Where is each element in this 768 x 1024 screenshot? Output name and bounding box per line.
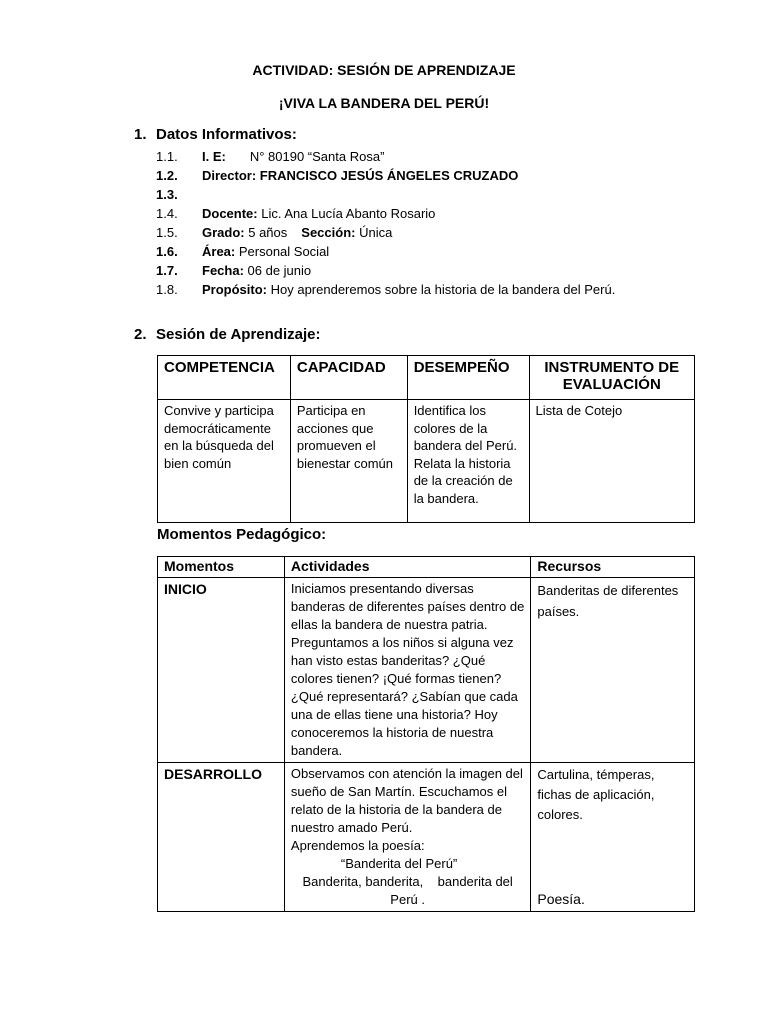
row-label: Fecha:	[202, 263, 244, 278]
header-capacidad: CAPACIDAD	[290, 356, 407, 400]
row-value: N° 80190 “Santa Rosa”	[249, 149, 385, 164]
row-label: Grado:	[202, 225, 245, 240]
row-value-seccion: Única	[355, 225, 393, 240]
row-number: 1.4.	[156, 206, 178, 221]
resources-poesia: Poesía.	[537, 891, 585, 907]
header-competencia: COMPETENCIA	[158, 356, 291, 400]
cell-desempeno: Identifica los colores de la bandera del Perú. Relata la historia de la creación de la bandera.	[407, 400, 529, 523]
table-row	[158, 400, 695, 523]
info-row-ie	[156, 148, 384, 166]
resources-text: Cartulina, témperas, fichas de aplicación, colores.	[537, 767, 655, 822]
info-row-docente	[156, 205, 435, 223]
section-number: 1.	[134, 126, 147, 143]
section-title: Sesión de Aprendizaje:	[156, 326, 321, 343]
poem-line: Banderita, banderita, banderita del Perú .	[302, 874, 517, 907]
resources-desarrollo	[531, 763, 695, 912]
header-momentos: Momentos	[158, 557, 285, 578]
row-number: 1.1.	[156, 149, 178, 164]
section-heading-sesion	[134, 326, 320, 343]
momentos-table	[157, 556, 695, 912]
row-number: 1.5.	[156, 225, 178, 240]
row-label: Área:	[202, 244, 236, 259]
activities-inicio: Iniciamos presentando diversas banderas de diferentes países dentro de ellas la bandera de nuestra patria. Preguntamos a los niños si alguna vez han visto estas banderitas? ¿Qué colores tienen? ¡Qué formas tienen? ¿Qué representará? ¿Sabían que cada una de ellas tiene una historia? Hoy conoceremos la historia de nuestra bandera.	[284, 578, 530, 763]
cell-capacidad: Participa en acciones que promueven el bienestar común	[290, 400, 407, 523]
section-title: Datos Informativos:	[156, 126, 297, 143]
info-row-proposito	[156, 281, 615, 299]
row-number: 1.3.	[156, 187, 178, 202]
cell-instrumento: Lista de Cotejo	[529, 400, 694, 523]
row-value: 06 de junio	[243, 263, 312, 278]
table-header-row	[158, 356, 695, 400]
row-number: 1.2.	[156, 168, 178, 183]
phase-desarrollo: DESARROLLO	[158, 763, 285, 912]
row-number: 1.7.	[156, 263, 178, 278]
header-recursos: Recursos	[531, 557, 695, 578]
header-instrumento: INSTRUMENTO DE EVALUACIÓN	[529, 356, 694, 400]
info-row-fecha	[156, 262, 311, 280]
header-actividades: Actividades	[284, 557, 530, 578]
cell-competencia: Convive y participa democráticamente en la búsqueda del bien común	[158, 400, 291, 523]
row-label: Docente:	[202, 206, 258, 221]
row-value: Personal Social	[235, 244, 330, 259]
info-row-grado	[156, 224, 392, 242]
row-value: Hoy aprenderemos sobre la historia de la bandera del Perú.	[267, 282, 616, 297]
row-number: 1.6.	[156, 244, 178, 259]
activities-text: Observamos con atención la imagen del sueño de San Martín. Escuchamos el relato de la historia de la bandera de nuestro amado Perú. Aprendemos la poesía:	[290, 766, 523, 853]
header-desempeno: DESEMPEÑO	[407, 356, 529, 400]
row-value: 5 años	[244, 225, 288, 240]
resources-inicio: Banderitas de diferentes países.	[531, 578, 695, 763]
activities-desarrollo	[284, 763, 530, 912]
competency-table	[157, 355, 695, 523]
row-value: Lic. Ana Lucía Abanto Rosario	[257, 206, 436, 221]
info-row-empty	[156, 186, 202, 204]
page-subtitle: ¡VIVA LA BANDERA DEL PERÚ!	[278, 95, 490, 111]
info-row-area	[156, 243, 329, 261]
table-row-desarrollo	[158, 763, 695, 912]
table-row-inicio	[158, 578, 695, 763]
section-heading-datos	[134, 126, 297, 143]
row-label: Director: FRANCISCO JESÚS ÁNGELES CRUZADO	[202, 168, 519, 183]
page-title: ACTIVIDAD: SESIÓN DE APRENDIZAJE	[252, 62, 516, 78]
section-number: 2.	[134, 326, 147, 343]
row-number: 1.8.	[156, 282, 178, 297]
row-label: Propósito:	[202, 282, 267, 297]
table-header-row	[158, 557, 695, 578]
row-label-seccion: Sección:	[301, 225, 356, 240]
info-row-director	[156, 167, 518, 185]
phase-inicio: INICIO	[158, 578, 285, 763]
poem-title: “Banderita del Perú”	[340, 856, 458, 871]
row-label: I. E:	[202, 149, 226, 164]
momentos-heading: Momentos Pedagógico:	[157, 526, 327, 543]
